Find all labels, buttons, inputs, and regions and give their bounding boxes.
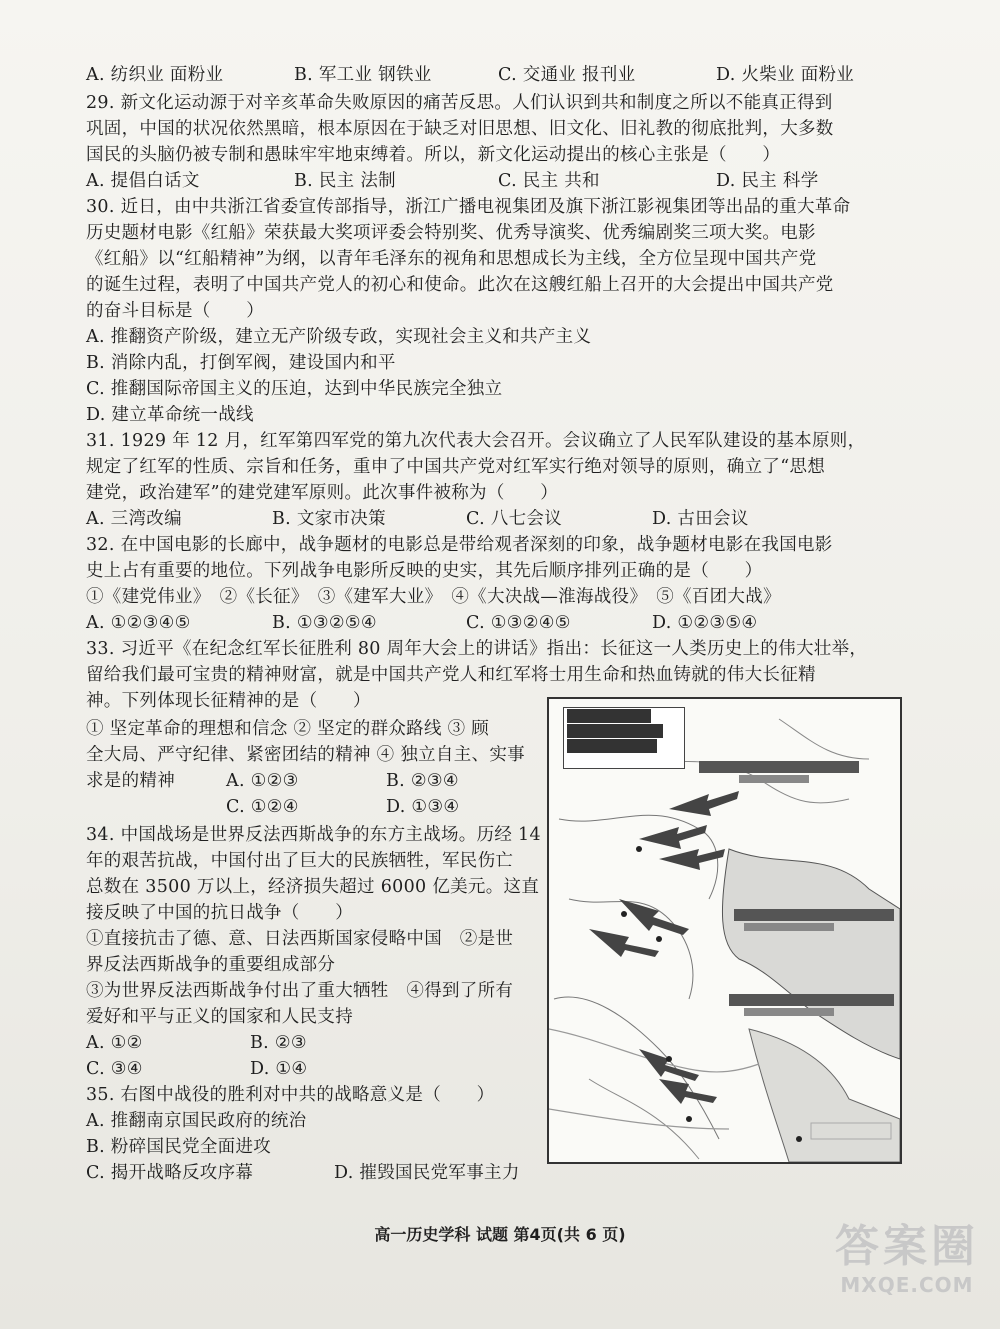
q34-stem-line-4: 接反映了中国的抗日战争（ ）	[86, 903, 353, 923]
q29-stem-line-2: 巩固，中国的状况依然黑暗，根本原因在于缺乏对旧思想、旧文化、旧礼教的彻底批判，大多数	[86, 119, 834, 139]
campaign-map-figure	[547, 697, 902, 1164]
q29-stem-line-1: 29. 新文化运动源于对辛亥革命失败原因的痛苦反思。人们认识到共和制度之所以不能真正得到	[86, 93, 833, 113]
q31-option-a: A. 三湾改编	[86, 509, 182, 529]
q30-option-b: B. 消除内乱，打倒军阀，建设国内和平	[86, 353, 396, 373]
q30-stem-line-2: 历史题材电影《红船》荣获最大奖项评委会特别奖、优秀导演奖、优秀编剧奖三项大奖。电影	[86, 223, 816, 243]
q34-option-a: A. ①②	[86, 1033, 143, 1053]
q34-item-line-1: ①直接抗击了德、意、日法西斯国家侵略中国 ②是世	[86, 929, 514, 949]
q35-option-b: B. 粉碎国民党全面进攻	[86, 1137, 272, 1157]
q32-option-d: D. ①②③⑤④	[652, 613, 758, 633]
q29-option-b: B. 民主 法制	[294, 171, 396, 191]
legend-row-1	[567, 709, 651, 723]
q32-option-a: A. ①②③④⑤	[86, 613, 191, 633]
q34-item-line-3: ③为世界反法西斯战争付出了重大牺牲 ④得到了所有	[86, 981, 514, 1001]
q30-stem-line-4: 的诞生过程，表明了中国共产党人的初心和使命。此次在这艘红船上召开的大会提出中国共产党	[86, 275, 834, 295]
q31-stem-line-2: 规定了红军的性质、宗旨和任务，重申了中国共产党对红军实行绝对领导的原则，确立了“思想	[86, 457, 826, 477]
q33-option-c: C. ①②④	[226, 797, 299, 817]
q31-option-d: D. 古田会议	[652, 509, 749, 529]
q31-option-b: B. 文家市决策	[272, 509, 386, 529]
q31-option-c: C. 八七会议	[466, 509, 562, 529]
watermark-logo-text: 答案圈	[835, 1221, 979, 1272]
q28-option-d: D. 火柴业 面粉业	[716, 65, 855, 85]
q33-item-line-2: 全大局、严守纪律、紧密团结的精神 ④ 独立自主、实事	[86, 745, 525, 765]
q33-option-d: D. ①③④	[386, 797, 460, 817]
q32-option-b: B. ①③②⑤④	[272, 613, 377, 633]
q33-option-a: A. ①②③	[226, 771, 299, 791]
q28-option-c: C. 交通业 报刊业	[498, 65, 636, 85]
q33-stem-line-1: 33. 习近平《在纪念红军长征胜利 80 周年大会上的讲话》指出：长征这一人类历史上的伟大壮举，	[86, 639, 868, 659]
q29-option-a: A. 提倡白话文	[86, 171, 200, 191]
q31-stem-line-3: 建党，政治建军”的建党建军原则。此次事件被称为（ ）	[86, 483, 559, 503]
page-footer: 高一历史学科 试题 第4页(共 6 页)	[374, 1225, 626, 1244]
q28-option-a: A. 纺织业 面粉业	[86, 65, 224, 85]
q29-stem-line-3: 国民的头脑仍被专制和愚昧牢牢地束缚着。所以，新文化运动提出的核心主张是（ ）	[86, 145, 781, 165]
q34-stem-line-2: 年的艰苦抗战，中国付出了巨大的民族牺牲，军民伤亡	[86, 851, 514, 871]
q30-stem-line-1: 30. 近日，由中共浙江省委宣传部指导，浙江广播电视集团及旗下浙江影视集团等出品的重大革命	[86, 197, 851, 217]
watermark-url: MXQE.COM	[840, 1273, 974, 1297]
q34-item-line-4: 爱好和平与正义的国家和人民支持	[86, 1007, 353, 1027]
q34-stem-line-1: 34. 中国战场是世界反法西斯战争的东方主战场。历经 14	[86, 825, 541, 845]
q35-option-c: C. 揭开战略反攻序幕	[86, 1163, 254, 1183]
q31-stem-line-1: 31. 1929 年 12 月，红军第四军党的第九次代表大会召开。会议确立了人民军队建设的基本原则，	[86, 431, 866, 451]
legend-row-2	[567, 724, 663, 738]
q33-item-line-3: 求是的精神	[86, 771, 175, 791]
q32-stem-line-2: 史上占有重要的地位。下列战争电影所反映的史实，其先后顺序排列正确的是（ ）	[86, 561, 763, 581]
legend-row-3	[567, 739, 657, 753]
q35-option-a: A. 推翻南京国民政府的统治	[86, 1111, 307, 1131]
q34-option-d: D. ①④	[250, 1059, 308, 1079]
q35-option-d: D. 摧毁国民党军事主力	[334, 1163, 520, 1183]
map-legend	[563, 707, 685, 769]
q29-option-d: D. 民主 科学	[716, 171, 819, 191]
q33-stem-line-2: 留给我们最可宝贵的精神财富，就是中国共产党人和红军将士用生命和热血铸就的伟大长征精	[86, 665, 816, 685]
watermark-logo	[832, 1221, 982, 1311]
q30-option-a: A. 推翻资产阶级，建立无产阶级专政，实现社会主义和共产主义	[86, 327, 592, 347]
q34-item-line-2: 界反法西斯战争的重要组成部分	[86, 955, 336, 975]
q30-stem-line-3: 《红船》以“红船精神”为纲，以青年毛泽东的视角和思想成长为主线，全方位呈现中国共产党	[86, 249, 817, 269]
q28-option-b: B. 军工业 钢铁业	[294, 65, 432, 85]
q34-stem-line-3: 总数在 3500 万以上，经济损失超过 6000 亿美元。这直	[86, 877, 540, 897]
q30-option-c: C. 推翻国际帝国主义的压迫，达到中华民族完全独立	[86, 379, 503, 399]
q30-option-d: D. 建立革命统一战线	[86, 405, 254, 425]
q33-stem-line-3: 神。下列体现长征精神的是（ ）	[86, 691, 371, 711]
q34-option-c: C. ③④	[86, 1059, 143, 1079]
q33-option-b: B. ②③④	[386, 771, 459, 791]
q34-option-b: B. ②③	[250, 1033, 307, 1053]
q30-stem-line-5: 的奋斗目标是（ ）	[86, 301, 264, 321]
q33-item-line-1: ① 坚定革命的理想和信念 ② 坚定的群众路线 ③ 顾	[86, 719, 490, 739]
q35-stem: 35. 右图中战役的胜利对中共的战略意义是（ ）	[86, 1085, 495, 1105]
q32-option-c: C. ①③②④⑤	[466, 613, 571, 633]
q29-option-c: C. 民主 共和	[498, 171, 600, 191]
q32-film-list: ①《建党伟业》 ②《长征》 ③《建军大业》 ④《大决战—淮海战役》 ⑤《百团大战》	[86, 587, 781, 607]
q32-stem-line-1: 32. 在中国电影的长廊中，战争题材的电影总是带给观者深刻的印象，战争题材电影在我国电影	[86, 535, 833, 555]
